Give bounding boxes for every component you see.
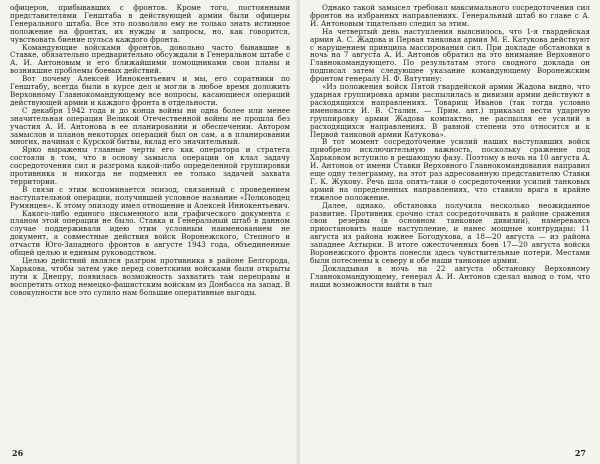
right-page-text — [310, 4, 590, 289]
paragraph: офицеров, прибывавших с фронтов. Кроме того, постоянными представителями Генштаба в действующей армии были офицеры Генерального штаба. Все это позволяло ему не только знать истинное положение на фронтах, их нужды и запросы, но, как говорится, чувствовать биение пульса каждого фронта. — [10, 3, 290, 44]
right-page — [300, 0, 600, 464]
paragraph: Вот почему Алексей Иннокентьевич и мы, его соратники по Генштабу, всегда были в курсе дел и могли в любое время доложить Верховному Главнокомандующему все вопросы, касающиеся операций действующей армии и каждого фронта в отдельности. — [10, 74, 290, 107]
paragraph: Далее, однако, обстановка получила несколько неожиданное развитие. Противник срочно стал сосредоточивать в районе сражения свои резервы (в основном танковые дивизии), намереваясь приостановить наше наступление, и нанес мощные контрудары: 11 августа из района южнее Богодухова, а 18—20 августа — из района западнее Ахтырки. В итоге ожесточенных боев 17—20 августа войска Воронежского фронта понесли здесь чувствительные потери. Местами были потеснены к северу и обе наши танковые армии. — [310, 200, 590, 265]
paragraph: В связи с этим вспоминается эпизод, связанный с проведением наступательной операции, получившей условное название «Полководец Румянцев». К этому эпизоду имел отношение и Алексей Иннокентьевич. — [10, 184, 290, 210]
paragraph: В тот момент сосредоточение усилий наших наступавших войск приобрело исключительную важность, поскольку сражение под Харьковом вступило в решающую фазу. Поэтому в ночь на 10 августа А. И. Антонов от имени Ставки Верховного Главнокомандования направил еще одну телеграмму, на этот раз адресованную представителю Ставки Г. К. Жукову. Речь шла опять-таки о сосредоточении усилий танковых армий на определенных направлениях, что ставило врага в крайне тяжелое положение. — [310, 137, 590, 202]
paragraph: Командующие войсками фронтов, довольно часто бывавшие в Ставке, обязательно предварительно обсуждали в Генеральном штабе с А. И. Антоновым и его ближайшими помощниками свои планы и возникшие проблемы боевых действий. — [10, 42, 290, 76]
paragraph: Какого-либо единого письменного или графического документа с планом этой операции не было. Ставка и Генеральный штаб в данном случае поддерживали идею этим условным наименованием не документ, а совместные действия войск Воронежского, Степного и отчасти Юго-Западного фронтов в августе 1943 года, объединенные общей целью и единым руководством. — [10, 208, 290, 258]
quoted-telegram: «Из положения войск Пятой гвардейской армии Жадова видно, что ударная группировка армии распылилась и дивизии армии действуют в расходящихся направлениях. Товарищ Иванов (так тогда условно именовался И. В. Сталин. — Прим. авт.) приказал вести ударную группировку армии Жадова компактно, не распыляя ее усилий в расходящихся направлениях. В равной степени это относится и к Первой танковой армии Катукова». — [310, 82, 590, 139]
paragraph: На четвертый день наступления выяснилось, что 1-я гвардейская армия А. С. Жадова и Первая танковая армия М. Е. Катукова действуют с нарушением принципа массирования сил. При докладе обстановки в ночь на 7 августа А. И. Антонов обратил на это внимание Верховного Главнокомандующего. По результатам этого сводного доклада он подписал затем следующее указание командующему Воронежским фронтом генералу Н. Ф. Ватутину: — [310, 26, 590, 84]
page-number-left: 26 — [12, 448, 24, 458]
paragraph: С декабря 1942 года и до конца войны ни одна более или менее значительная операция Великой Отечественной войны не прошла без участия А. И. Антонова в ее планировании и обеспечении. Автором замыслов и планов некоторых операций был он сам, а в планировании многих, начиная с Курской битвы, вклад его значительный. — [10, 105, 290, 147]
left-page-text — [10, 4, 290, 297]
paragraph: Целью действий являлся разгром противника в районе Белгорода, Харькова, чтобы затем уже перед советскими войсками были открыты пути к Днепру, появилась возможность захватить там переправы и воспретить отход немецко-фашистским войскам из Донбасса на запад. В совокупности все это сулило нам большие оперативные выгоды. — [10, 256, 290, 297]
paragraph: Ярко выражены главные черты его как оператора и стратега состояли в том, что в основу замысла операции он клал задачу сосредоточения сил и разгрома какой-либо определенной группировки противника и никогда не подменял ее только задачей захвата территории. — [10, 145, 290, 186]
paragraph: Докладывая в ночь на 22 августа обстановку Верховному Главнокомандующему, генерал А. И. Антонов сделал вывод о том, что наши возможности выйти в тыл — [310, 263, 590, 289]
page-number-right: 27 — [574, 448, 586, 458]
paragraph: Однако такой замысел требовал максимального сосредоточения сил фронтов на избранных направлениях. Генеральный штаб во главе с А. И. Антоновым тщательно следил за этим. — [310, 3, 590, 28]
